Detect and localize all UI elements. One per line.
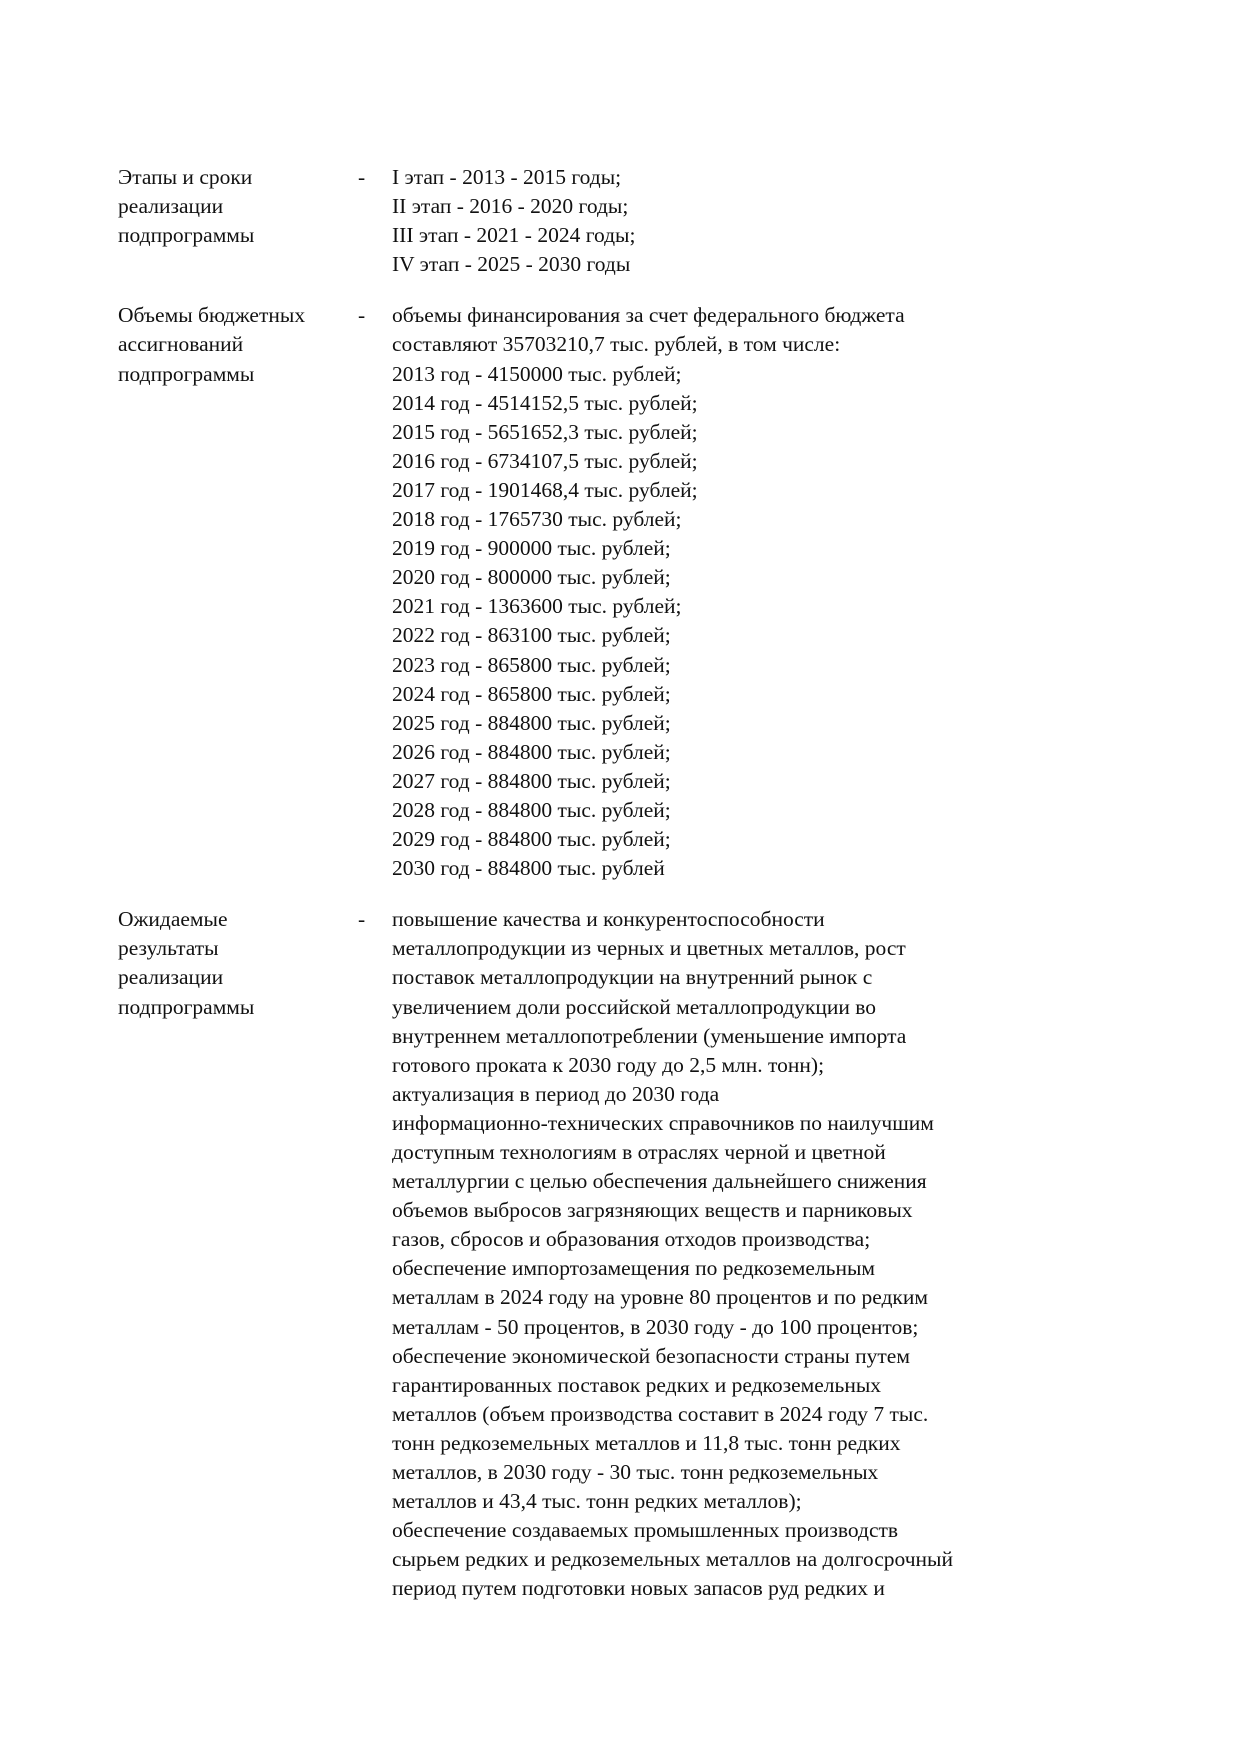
row-dash: - xyxy=(358,303,366,328)
row-dash: - xyxy=(358,907,366,932)
value-line: 2018 год - 1765730 тыс. рублей; xyxy=(392,507,682,532)
label-line: подпрограммы xyxy=(118,223,255,248)
passport-table xyxy=(118,163,1118,1626)
value-line: 2025 год - 884800 тыс. рублей; xyxy=(392,710,671,735)
label-line: подпрограммы xyxy=(118,361,255,386)
value-line: 2022 год - 863100 тыс. рублей; xyxy=(392,623,671,648)
value-line: I этап - 2013 - 2015 годы; xyxy=(392,165,622,189)
value-line: 2016 год - 6734107,5 тыс. рублей; xyxy=(392,448,698,473)
value-line: обеспечение экономической безопасности страны путем xyxy=(392,1343,910,1368)
value-line: 2015 год - 5651652,3 тыс. рублей; xyxy=(392,419,698,444)
value-line: гарантированных поставок редких и редкоземельных xyxy=(392,1372,882,1397)
value-line: металлов (объем производства составит в 2024 году 7 тыс. xyxy=(392,1401,929,1426)
row-label xyxy=(118,905,358,1603)
row-label xyxy=(118,301,358,883)
label-line: результаты xyxy=(118,936,219,961)
label-line: Ожидаемые xyxy=(118,907,228,932)
value-line: 2023 год - 865800 тыс. рублей; xyxy=(392,652,671,677)
value-line: объемов выбросов загрязняющих веществ и парниковых xyxy=(392,1198,913,1223)
value-line: составляют 35703210,7 тыс. рублей, в том числе: xyxy=(392,332,841,357)
value-line: II этап - 2016 - 2020 годы; xyxy=(392,194,629,219)
value-line: информационно-технических справочников по наилучшим xyxy=(392,1110,934,1135)
value-line: готового проката к 2030 году до 2,5 млн. тонн); xyxy=(392,1052,825,1077)
row-value xyxy=(392,301,1118,883)
value-line: сырьем редких и редкоземельных металлов на долгосрочный xyxy=(392,1547,953,1572)
value-line: период путем подготовки новых запасов руд редких и xyxy=(392,1576,885,1601)
value-line: 2024 год - 865800 тыс. рублей; xyxy=(392,681,671,706)
value-line: металлопродукции из черных и цветных металлов, рост xyxy=(392,936,906,961)
passport-row xyxy=(118,905,1118,1603)
value-line: 2014 год - 4514152,5 тыс. рублей; xyxy=(392,390,698,415)
value-line: 2019 год - 900000 тыс. рублей; xyxy=(392,536,671,561)
value-line: металлов, в 2030 году - 30 тыс. тонн редкоземельных xyxy=(392,1460,879,1485)
passport-row xyxy=(118,163,1118,279)
value-line: III этап - 2021 - 2024 годы; xyxy=(392,223,636,248)
value-line: внутреннем металлопотреблении (уменьшение импорта xyxy=(392,1023,907,1048)
label-line: Этапы и сроки xyxy=(118,165,253,189)
passport-row xyxy=(118,301,1118,883)
value-line: IV этап - 2025 - 2030 годы xyxy=(392,252,631,277)
value-line: 2020 год - 800000 тыс. рублей; xyxy=(392,565,671,590)
value-line: металлам в 2024 году на уровне 80 процентов и по редким xyxy=(392,1285,928,1310)
value-line: металлургии с целью обеспечения дальнейшего снижения xyxy=(392,1169,927,1194)
value-line: обеспечение создаваемых промышленных производств xyxy=(392,1518,899,1543)
value-line: поставок металлопродукции на внутренний рынок с xyxy=(392,965,873,990)
label-line: Объемы бюджетных xyxy=(118,303,306,328)
value-line: 2017 год - 1901468,4 тыс. рублей; xyxy=(392,477,698,502)
value-line: актуализация в период до 2030 года xyxy=(392,1081,720,1106)
value-line: повышение качества и конкурентоспособности xyxy=(392,907,825,932)
value-line: доступным технологиям в отраслях черной и цветной xyxy=(392,1140,886,1164)
row-label xyxy=(118,163,358,279)
value-line: 2027 год - 884800 тыс. рублей; xyxy=(392,768,671,793)
value-line: газов, сбросов и образования отходов производства; xyxy=(392,1227,871,1252)
label-line: реализации xyxy=(118,194,224,219)
label-line: реализации xyxy=(118,965,224,990)
row-dash: - xyxy=(358,165,366,189)
label-line: ассигнований xyxy=(118,332,244,357)
value-line: 2026 год - 884800 тыс. рублей; xyxy=(392,739,671,764)
value-line: 2029 год - 884800 тыс. рублей; xyxy=(392,827,671,852)
value-line: тонн редкоземельных металлов и 11,8 тыс. тонн редких xyxy=(392,1430,901,1455)
value-line: увеличением доли российской металлопродукции во xyxy=(392,994,877,1019)
value-line: 2030 год - 884800 тыс. рублей xyxy=(392,856,665,881)
value-line: 2021 год - 1363600 тыс. рублей; xyxy=(392,594,682,619)
value-line: обеспечение импортозамещения по редкоземельным xyxy=(392,1256,876,1281)
value-line: металлам - 50 процентов, в 2030 году - до 100 процентов; xyxy=(392,1314,919,1339)
value-line: металлов и 43,4 тыс. тонн редких металлов); xyxy=(392,1489,802,1514)
value-line: 2028 год - 884800 тыс. рублей; xyxy=(392,797,671,822)
row-value xyxy=(392,163,1118,279)
label-line: подпрограммы xyxy=(118,994,255,1019)
value-line: 2013 год - 4150000 тыс. рублей; xyxy=(392,361,682,386)
row-value xyxy=(392,905,1118,1603)
value-line: объемы финансирования за счет федерального бюджета xyxy=(392,303,905,328)
